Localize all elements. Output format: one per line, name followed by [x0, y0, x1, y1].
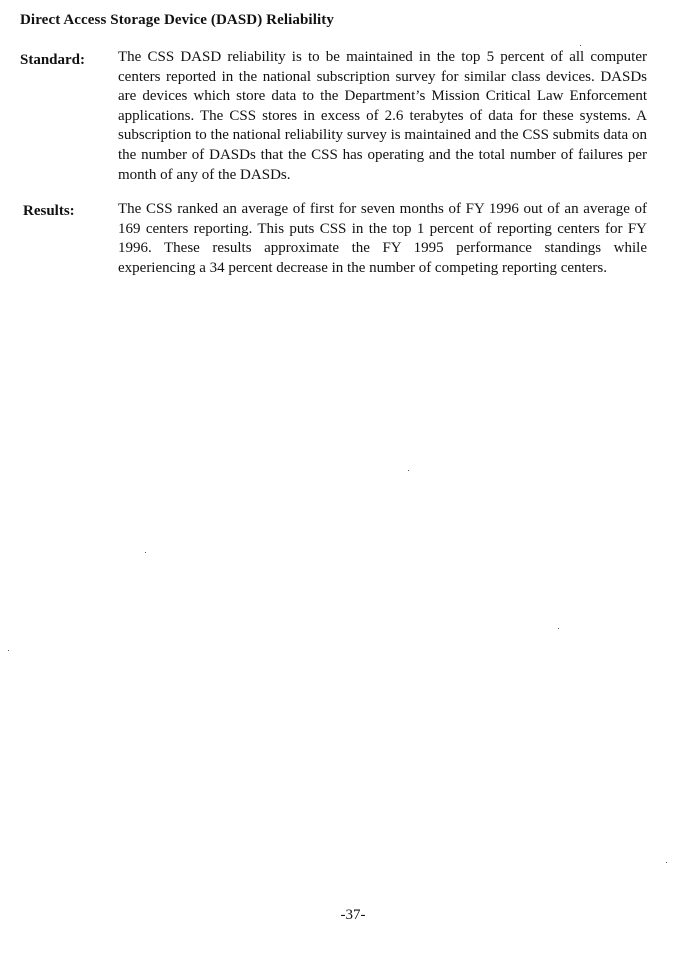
section-heading: Direct Access Storage Device (DASD) Reliability [20, 12, 334, 28]
results-label: Results: [23, 203, 75, 219]
standard-label: Standard: [20, 52, 86, 68]
scan-speck [8, 650, 9, 651]
standard-paragraph: The CSS DASD reliability is to be maintained in the top 5 percent of all computer centers reported in the national subscription survey for similar class devices. DASDs are devices which store data to the Department’s Mission Critical Law Enforcement applications. The CSS stores in excess of 2.6 terabytes of data for these systems. A subscription to the national reliability survey is maintained and the CSS submits data on the number of DASDs that the CSS has operating and the total number of failures per month of any of the DASDs. [118, 49, 647, 183]
scan-speck [666, 862, 667, 863]
results-paragraph: The CSS ranked an average of first for seven months of FY 1996 out of an average of 169 centers reporting. This puts CSS in the top 1 percent of reporting centers for FY 1996. These results approximate the FY 1995 performance standings while experiencing a 34 percent decrease in the number of competing reporting centers. [118, 201, 647, 276]
scan-speck [408, 470, 409, 471]
scan-speck [145, 552, 146, 553]
scan-speck [580, 45, 581, 46]
page-number: -37- [340, 907, 366, 923]
scan-speck [558, 628, 559, 629]
